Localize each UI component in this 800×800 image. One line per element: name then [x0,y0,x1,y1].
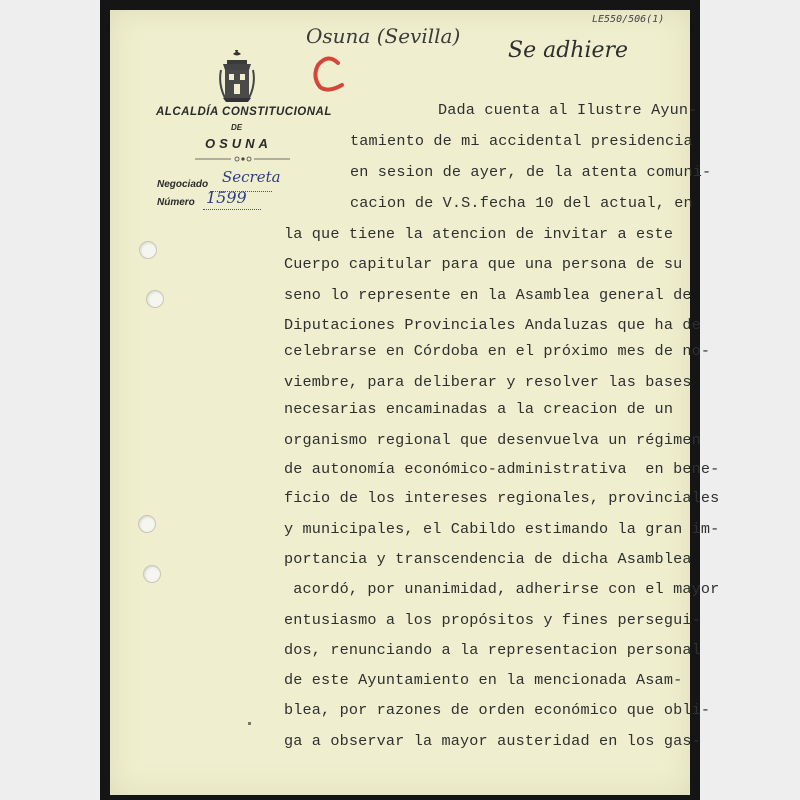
margin-speck [248,722,251,725]
body-line: de este Ayuntamiento en la mencionada Asam- [284,671,683,689]
letterhead-de: DE [231,123,243,132]
numero-value: 1599 [206,188,247,207]
body-line: viembre, para deliberar y resolver las bases [284,373,692,391]
body-line: Diputaciones Provinciales Andaluzas que ha de [284,316,701,334]
letterhead-town: OSUNA [205,136,272,151]
body-line: blea, por razones de orden económico que obli- [284,701,711,719]
body-line: Cuerpo capitular para que una persona de su [284,255,683,273]
handwritten-note: Se adhiere [508,38,629,63]
body-line: ficio de los intereses regionales, provinciales [284,489,720,507]
body-line: ga a observar la mayor austeridad en los gas- [284,732,701,750]
body-line: acordó, por unanimidad, adherirse con el mayor [284,580,720,598]
body-line: portancia y transcendencia de dicha Asamblea [284,550,692,568]
archive-reference: LE550/506(1) [592,14,665,25]
numero-line [203,209,261,210]
body-line: entusiasmo a los propósitos y fines persegui- [284,611,701,629]
body-line: necesarias encaminadas a la creacion de un [284,400,674,418]
numero-label: Número [157,197,195,208]
body-line: dos, renunciando a la representacion personal [284,641,701,659]
negociado-value: Secreta [222,168,281,186]
body-line: y municipales, el Cabildo estimando la gran im- [284,520,720,538]
handwritten-place: Osuna (Sevilla) [306,24,461,48]
negociado-label: Negociado [157,179,209,190]
ornament-divider [195,154,290,164]
coat-of-arms-icon [217,48,257,104]
body-line: la que tiene la atencion de invitar a este [284,225,674,243]
body-line: seno lo represente en la Asamblea general de [284,286,692,304]
body-line: tamiento de mi accidental presidencia [350,132,693,150]
body-line: de autonomía económico-administrativa en bene- [284,460,720,478]
letterhead-title: ALCALDÍA CONSTITUCIONAL [156,106,332,118]
punch-hole [138,515,156,533]
punch-hole [146,290,164,308]
body-line: celebrarse en Córdoba en el próximo mes de no- [284,342,711,360]
punch-hole [139,241,157,259]
body-line: organismo regional que desenvuelva un régimen [284,431,701,449]
body-line: cacion de V.S.fecha 10 del actual, en [350,194,693,212]
body-line: Dada cuenta al Ilustre Ayun- [438,101,698,119]
body-line: en sesion de ayer, de la atenta comuni- [350,163,712,181]
punch-hole [143,565,161,583]
red-pencil-mark-icon [310,55,346,93]
